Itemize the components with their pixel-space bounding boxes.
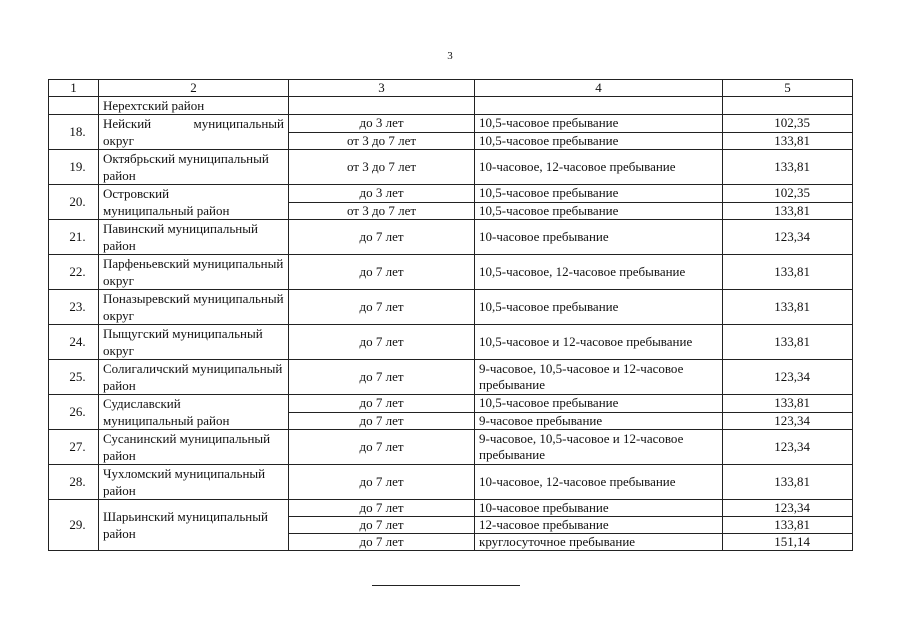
fee-cell: 151,14 [723, 534, 853, 551]
stay-mode-cell: 10,5-часовое пребывание [475, 132, 723, 150]
stay-mode-cell: 10,5-часовое и 12-часовое пребывание [475, 325, 723, 360]
table-row [49, 290, 853, 325]
age-cell: от 3 до 7 лет [289, 150, 475, 185]
fee-cell: 102,35 [723, 185, 853, 203]
stay-mode-cell: 10,5-часовое пребывание [475, 290, 723, 325]
district-name-cell: Поназыревский муниципальный округ [99, 290, 289, 325]
fee-cell: 133,81 [723, 132, 853, 150]
row-number-cell: 28. [49, 465, 99, 500]
fee-cell: 133,81 [723, 395, 853, 413]
stay-mode-cell: 10,5-часовое пребывание [475, 115, 723, 133]
age-cell: до 7 лет [289, 395, 475, 413]
row-number-cell: 18. [49, 115, 99, 150]
district-name-cell: Павинский муниципальный район [99, 220, 289, 255]
row-number-cell [49, 97, 99, 115]
age-cell: до 7 лет [289, 430, 475, 465]
column-header-4: 4 [475, 80, 723, 97]
district-name-cell: Нерехтский район [99, 97, 289, 115]
district-name-line: муниципальный район [103, 203, 230, 218]
age-cell: до 7 лет [289, 255, 475, 290]
fee-cell: 133,81 [723, 255, 853, 290]
district-name-cell: Шарьинский муниципальный район [99, 500, 289, 551]
stay-mode-cell: 10,5-часовое пребывание [475, 202, 723, 220]
fee-cell [723, 97, 853, 115]
stay-mode-cell: 9-часовое пребывание [475, 412, 723, 430]
stay-mode-cell: 10,5-часовое пребывание [475, 395, 723, 413]
table-header-row [49, 80, 853, 97]
stay-mode-cell: 10,5-часовое, 12-часовое пребывание [475, 255, 723, 290]
table-row [49, 150, 853, 185]
district-name-cell [99, 185, 289, 220]
fee-cell: 133,81 [723, 202, 853, 220]
footnote-divider [372, 585, 520, 586]
fee-cell: 123,34 [723, 430, 853, 465]
district-name-line: муниципальный район [103, 413, 230, 428]
district-name-cell: Пыщугский муниципальный округ [99, 325, 289, 360]
table-row [49, 430, 853, 465]
stay-mode-cell: 9-часовое, 10,5-часовое и 12-часовое пребывание [475, 430, 723, 465]
table-row [49, 325, 853, 360]
row-number-cell: 25. [49, 360, 99, 395]
fee-cell: 123,34 [723, 412, 853, 430]
fee-cell: 133,81 [723, 325, 853, 360]
age-cell: до 7 лет [289, 412, 475, 430]
row-number-cell: 24. [49, 325, 99, 360]
age-cell: до 7 лет [289, 360, 475, 395]
row-number-cell: 20. [49, 185, 99, 220]
row-number-cell: 19. [49, 150, 99, 185]
age-cell: до 7 лет [289, 500, 475, 517]
column-header-5: 5 [723, 80, 853, 97]
stay-mode-cell: круглосуточное пребывание [475, 534, 723, 551]
row-number-cell: 27. [49, 430, 99, 465]
district-name-cell [99, 395, 289, 430]
age-cell: до 7 лет [289, 534, 475, 551]
table-row [49, 220, 853, 255]
stay-mode-cell: 10-часовое, 12-часовое пребывание [475, 465, 723, 500]
age-cell: до 7 лет [289, 465, 475, 500]
column-header-3: 3 [289, 80, 475, 97]
fee-table [48, 79, 853, 551]
district-name-line: округ [103, 133, 134, 148]
age-cell: до 3 лет [289, 115, 475, 133]
row-number-cell: 29. [49, 500, 99, 551]
district-name-cell: Октябрьский муниципальный район [99, 150, 289, 185]
district-name-line: Судиславский [103, 396, 181, 411]
table-row [49, 395, 853, 413]
stay-mode-cell: 10-часовое пребывание [475, 220, 723, 255]
stay-mode-cell: 10-часовое, 12-часовое пребывание [475, 150, 723, 185]
fee-cell: 123,34 [723, 500, 853, 517]
district-name-cell: Парфеньевский муниципальный округ [99, 255, 289, 290]
row-number-cell: 21. [49, 220, 99, 255]
table-row [49, 255, 853, 290]
stay-mode-cell: 10,5-часовое пребывание [475, 185, 723, 203]
column-header-2: 2 [99, 80, 289, 97]
age-cell: до 7 лет [289, 517, 475, 534]
fee-cell: 123,34 [723, 360, 853, 395]
district-name-line: Островский [103, 186, 170, 201]
district-name-line: Нейский муниципальный [103, 116, 284, 131]
fee-cell: 133,81 [723, 290, 853, 325]
stay-mode-cell: 12-часовое пребывание [475, 517, 723, 534]
table-row [49, 115, 853, 133]
row-number-cell: 23. [49, 290, 99, 325]
district-name-cell: Солигаличский муниципальный район [99, 360, 289, 395]
district-name-cell [99, 115, 289, 150]
stay-mode-cell: 9-часовое, 10,5-часовое и 12-часовое пребывание [475, 360, 723, 395]
table-row [49, 500, 853, 517]
age-cell: до 7 лет [289, 325, 475, 360]
stay-mode-cell: 10-часовое пребывание [475, 500, 723, 517]
row-number-cell: 22. [49, 255, 99, 290]
fee-cell: 133,81 [723, 150, 853, 185]
age-cell: от 3 до 7 лет [289, 132, 475, 150]
age-cell: до 7 лет [289, 220, 475, 255]
stay-mode-cell [475, 97, 723, 115]
district-name-cell: Чухломский муниципальный район [99, 465, 289, 500]
age-cell: до 7 лет [289, 290, 475, 325]
fee-cell: 123,34 [723, 220, 853, 255]
fee-cell: 133,81 [723, 517, 853, 534]
table-row [49, 465, 853, 500]
district-name-cell: Сусанинский муниципальный район [99, 430, 289, 465]
age-cell [289, 97, 475, 115]
table-row [49, 185, 853, 203]
table-row [49, 360, 853, 395]
column-header-1: 1 [49, 80, 99, 97]
page-number: 3 [447, 50, 453, 62]
table-row [49, 97, 853, 115]
row-number-cell: 26. [49, 395, 99, 430]
age-cell: до 3 лет [289, 185, 475, 203]
age-cell: от 3 до 7 лет [289, 202, 475, 220]
fee-cell: 133,81 [723, 465, 853, 500]
fee-cell: 102,35 [723, 115, 853, 133]
